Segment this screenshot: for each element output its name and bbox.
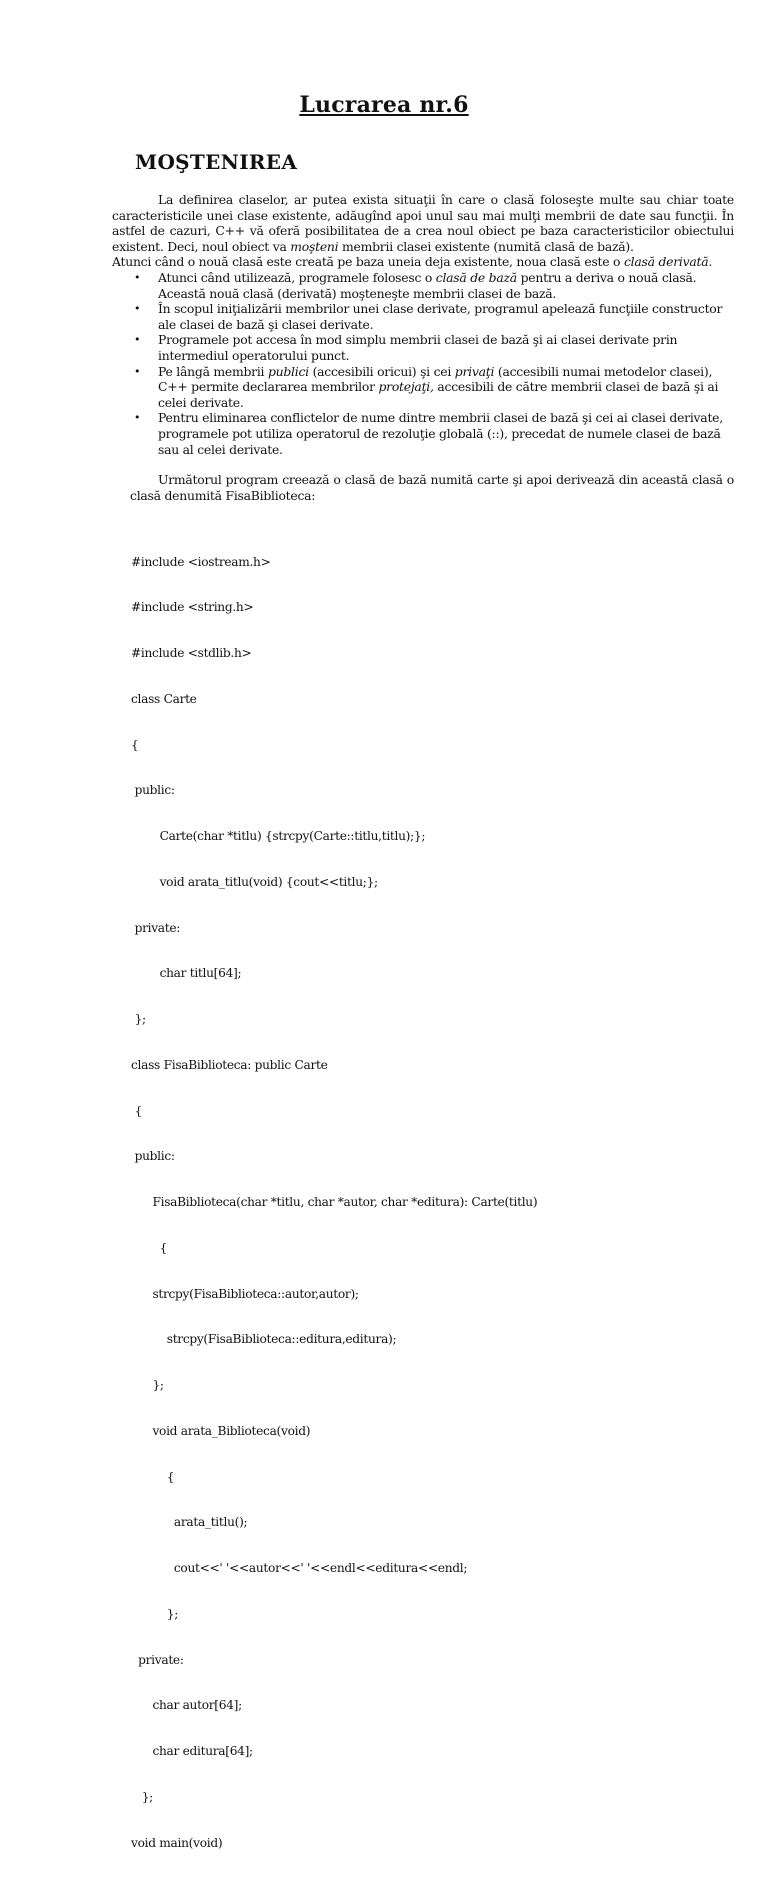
code-line: public: (131, 1149, 175, 1164)
code-line: Carte(char *titlu) {strcpy(Carte::titlu,titlu);}; (131, 829, 426, 843)
code-line: arata_titlu(); (131, 1515, 248, 1530)
program-intro-paragraph: Următorul program creează o clasă de bază numită carte şi apoi derivează din această clasă o clasă denumită FisaBiblioteca: (130, 472, 734, 503)
code-line: #include <stdlib.h> (131, 646, 252, 660)
code-line: private: (131, 920, 181, 935)
list-item: • Pe lângă membrii publici (accesibili oricui) şi cei privaţi (accesibili numai metodelor clasei), C++ permite declararea membrilor protejaţi, accesibili de către membrii clasei de bază şi ai celei derivate. (158, 364, 734, 411)
code-line: #include <iostream.h> (131, 554, 271, 569)
bullet-list (112, 270, 734, 457)
code-line: cout<<' '<<autor<<' '<<endl<<editura<<endl; (131, 1561, 468, 1575)
code-line: }; (131, 1012, 146, 1026)
body-text (112, 192, 734, 503)
code-listing (131, 524, 731, 1881)
code-line: void main(void) (131, 1835, 223, 1850)
code-line: class FisaBiblioteca: public Carte (131, 1057, 328, 1072)
document-title: Lucrarea nr.6 (299, 92, 469, 118)
code-line: }; (131, 1378, 164, 1392)
list-item: • Pentru eliminarea conflictelor de nume dintre membrii clasei de bază şi cei ai clasei derivate, programele pot utiliza operatorul de rezoluţie globală (::), precedat de numele clasei de bază sau al celei derivate. (158, 410, 734, 457)
code-line: #include <string.h> (131, 600, 254, 615)
code-line: { (131, 1469, 175, 1484)
code-line: void arata_titlu(void) {cout<<titlu;}; (131, 874, 378, 889)
code-line: char titlu[64]; (131, 966, 242, 981)
section-heading: MOŞTENIREA (135, 150, 298, 174)
list-item: • În scopul iniţializării membrilor unei clase derivate, programul apelează funcţiile constructor ale clasei de bază şi clasei derivate. (158, 301, 734, 332)
code-line: public: (131, 783, 175, 798)
code-line: char editura[64]; (131, 1744, 253, 1758)
code-line: { (131, 737, 139, 752)
code-line: FisaBiblioteca(char *titlu, char *autor, char *editura): Carte(titlu) (131, 1195, 538, 1209)
code-line: char autor[64]; (131, 1698, 242, 1713)
intro-paragraph: La definirea claselor, ar putea exista situaţii în care o clasă foloseşte multe sau chiar toate caracteristicile unei clase existente, adăugînd apoi unul sau mai mulţi membrii de date sau funcţii. În astfel de cazuri, C++ vă oferă posibilitatea de a crea noul obiect pe baza caracteristicilor obiectului existent. Deci, noul obiect va moşteni membrii clasei existente (numită clasă de bază). Atunci când o nouă clasă este creată pe baza uneia deja existente, noua clasă este o clasă derivată. (112, 192, 734, 270)
code-line: { (131, 1240, 168, 1255)
list-item: • Atunci când utilizează, programele folosesc o clasă de bază pentru a deriva o nouă clasă. Această nouă clasă (derivată) moşteneşte membrii clasei de bază. (158, 270, 734, 301)
list-item: • Programele pot accesa în mod simplu membrii clasei de bază şi ai clasei derivate prin intermediul operatorului punct. (158, 332, 734, 363)
code-line: }; (131, 1606, 179, 1621)
code-line: class Carte (131, 691, 197, 706)
code-line: strcpy(FisaBiblioteca::autor,autor); (131, 1286, 359, 1301)
code-line: { (131, 1103, 143, 1118)
code-line: }; (131, 1789, 153, 1804)
code-line: strcpy(FisaBiblioteca::editura,editura); (131, 1332, 397, 1347)
code-line: void arata_Biblioteca(void) (131, 1423, 311, 1438)
code-line: private: (131, 1652, 184, 1667)
